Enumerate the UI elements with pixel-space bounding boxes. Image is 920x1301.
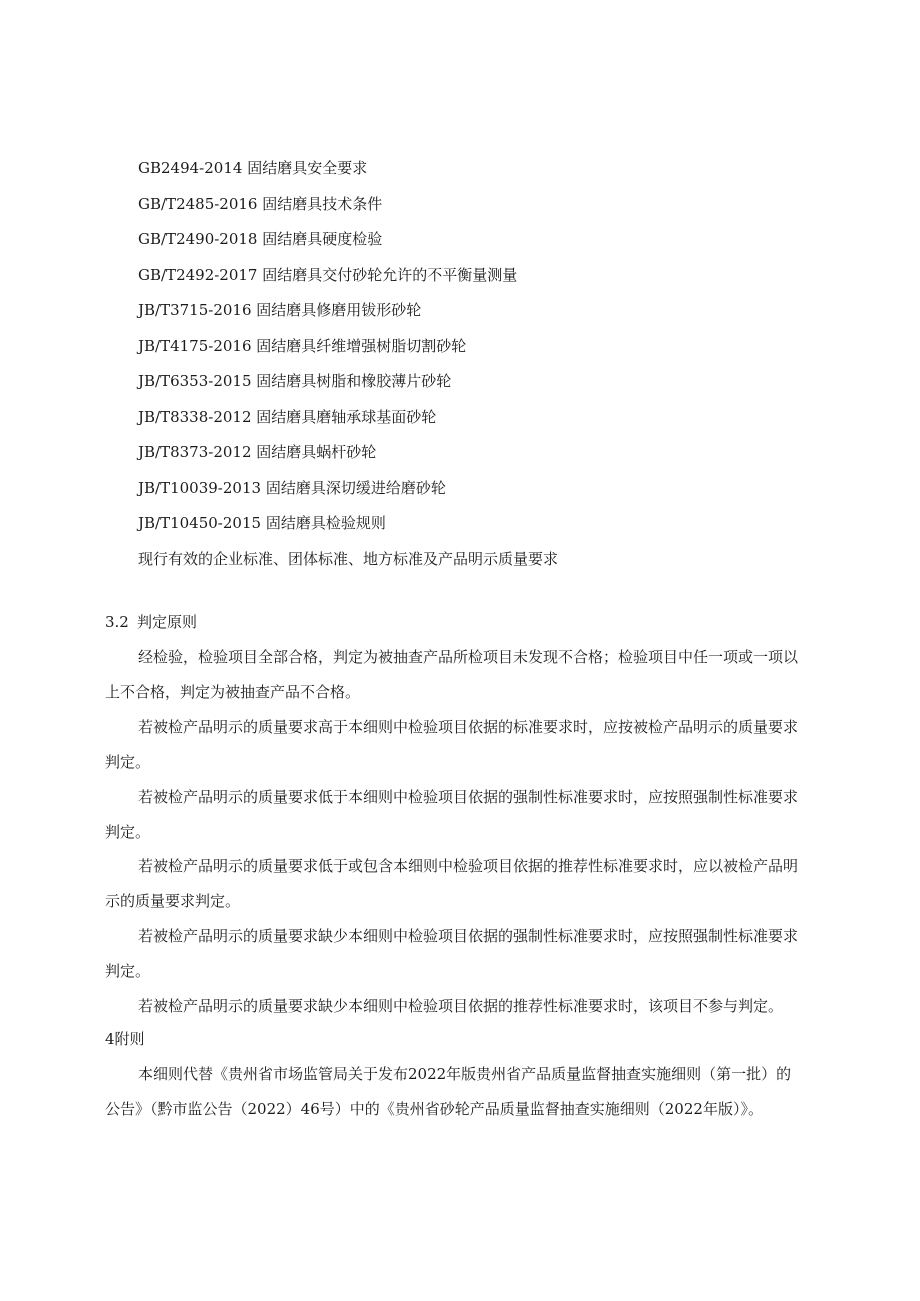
paragraph-line: 判定。: [105, 962, 151, 980]
standard-item: JB/T8338-2012 固结磨具磨轴承球基面砂轮: [138, 408, 437, 426]
paragraph-line: 若被检产品明示的质量要求缺少本细则中检验项目依据的推荐性标准要求时，该项目不参与判定。: [138, 997, 784, 1015]
paragraph-line: 经检验，检验项目全部合格，判定为被抽查产品所检项目未发现不合格；检验项目中任一项或一项以: [138, 648, 799, 666]
paragraph-line: 示的质量要求判定。: [105, 892, 241, 910]
paragraph-line: 判定。: [105, 753, 151, 771]
standard-item: JB/T4175-2016 固结磨具纤维增强树脂切割砂轮: [138, 337, 467, 355]
section-title: 判定原则: [137, 613, 198, 631]
paragraph-line: 若被检产品明示的质量要求缺少本细则中检验项目依据的强制性标准要求时，应按照强制性标准要求: [138, 927, 799, 945]
standard-item: 现行有效的企业标准、团体标准、地方标准及产品明示质量要求: [138, 550, 559, 568]
section-heading-4: 4附则: [105, 1030, 145, 1048]
paragraph-line: 若被检产品明示的质量要求高于本细则中检验项目依据的标准要求时，应按被检产品明示的质量要求: [138, 718, 799, 736]
standard-item: GB/T2492-2017 固结磨具交付砂轮允许的不平衡量测量: [138, 266, 518, 284]
standard-item: JB/T3715-2016 固结磨具修磨用钹形砂轮: [138, 301, 422, 319]
standard-item: JB/T6353-2015 固结磨具树脂和橡胶薄片砂轮: [138, 372, 452, 390]
paragraph-line: 若被检产品明示的质量要求低于本细则中检验项目依据的强制性标准要求时，应按照强制性标准要求: [138, 788, 799, 806]
standard-item: GB/T2485-2016 固结磨具技术条件: [138, 195, 383, 213]
section-heading-3-2: [105, 612, 197, 632]
standard-item: GB/T2490-2018 固结磨具硬度检验: [138, 230, 383, 248]
standard-item: JB/T10450-2015 固结磨具检验规则: [138, 514, 386, 532]
paragraph-line: 上不合格，判定为被抽查产品不合格。: [105, 683, 361, 701]
standard-item: JB/T10039-2013 固结磨具深切缓进给磨砂轮: [138, 479, 446, 497]
standard-item: JB/T8373-2012 固结磨具蜗杆砂轮: [138, 443, 377, 461]
paragraph-line: 若被检产品明示的质量要求低于或包含本细则中检验项目依据的推荐性标准要求时，应以被检产品明: [138, 857, 799, 875]
paragraph-line: 本细则代替《贵州省市场监管局关于发布2022年版贵州省产品质量监督抽查实施细则（第一批）的: [138, 1065, 792, 1083]
section-number: 3.2: [105, 613, 129, 631]
standard-item: GB2494-2014 固结磨具安全要求: [138, 159, 368, 177]
paragraph-line: 公告》（黔市监公告（2022）46号）中的《贵州省砂轮产品质量监督抽查实施细则（2022年版）》。: [105, 1100, 763, 1118]
paragraph-line: 判定。: [105, 823, 151, 841]
